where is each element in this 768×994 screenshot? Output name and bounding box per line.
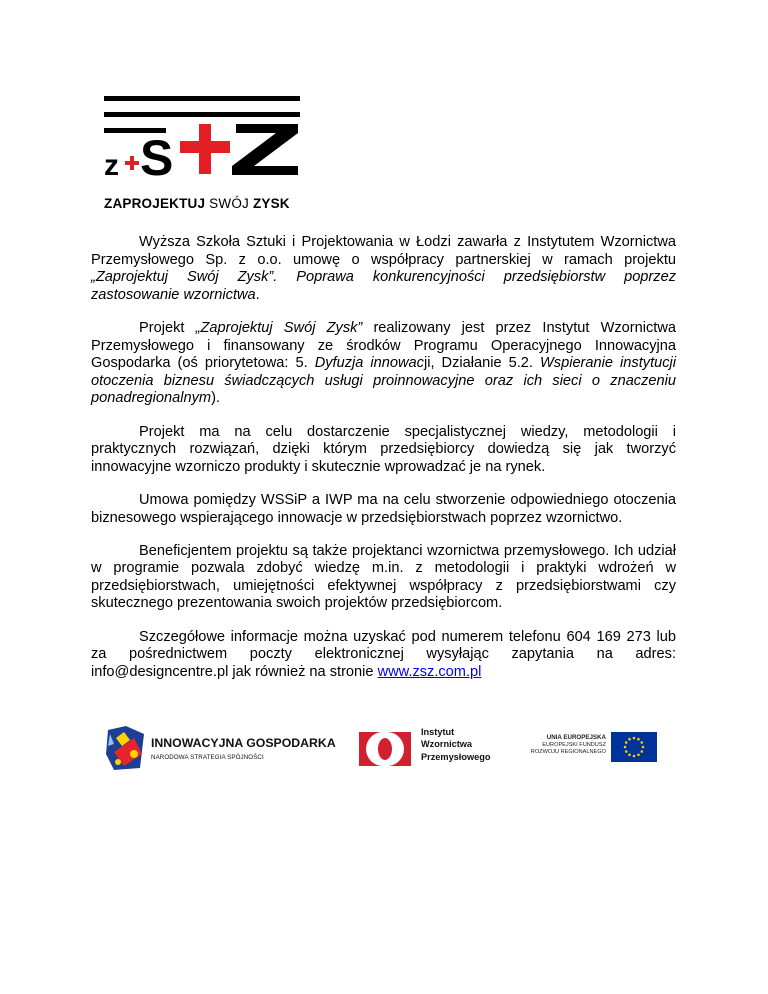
paragraph-6: [91, 629, 676, 682]
logo-top-bar: [104, 96, 300, 101]
iwp-line-3: Przemysłowego: [421, 751, 491, 762]
eu-star-icon: [624, 746, 627, 749]
iwp-line-2: Wzornictwa: [421, 739, 473, 750]
paragraph-3: Projekt ma na celu dostarczenie specjalistycznej wiedzy, metodologii i praktycznych rozwiązań, dzięki którym przedsiębiorcy dowiedzą się jak tworzyć innowacyjne wzorniczo produkty i skutecznie wprowadzać je na rynek.: [91, 423, 676, 475]
eu-star-icon: [633, 737, 636, 740]
eu-star-icon: [637, 753, 640, 756]
eu-star-icon: [625, 750, 628, 753]
eu-star-icon: [637, 738, 640, 741]
website-link[interactable]: www.zsz.com.pl: [377, 663, 482, 680]
eu-star-icon: [628, 738, 631, 741]
p2-end: ).: [211, 390, 220, 407]
logo-small-plus-v: [130, 156, 134, 170]
paragraph-5: Beneficjentem projektu są także projektanci wzornictwa przemysłowego. Ich udział w programie pozwala zdobyć wiedzę m.in. z metodologii i praktyki wdrożeń w przedsiębiorstwach, umiejętności efektywnej współpracy z przedsiębiorstwami czy skutecznego prezentowania swoich projektów przedsiębiorcom.: [91, 542, 676, 612]
paragraph-2: [91, 320, 676, 408]
p6-text: Szczegółowe informacje można uzyskać pod numerem telefonu 604 169 273 lub za pośrednictwem poczty elektronicznej wysyłając zapytania na adres: info@designcentre.pl jak również na stronie: [91, 628, 676, 680]
logo-mark: [104, 124, 300, 184]
innowacyjna-gospodarka-logo: [104, 722, 344, 777]
logo-tagline: [104, 196, 290, 211]
logo-second-bar: [104, 112, 300, 117]
p2-italic-action: Wspieranie instytucji otoczenia biznesu świadczących usługi proinnowacyjne oraz ich sieci o znaczeniu ponadregionalnym: [91, 355, 677, 407]
footer-logos: [104, 722, 664, 777]
eu-star-icon: [633, 755, 636, 758]
zsz-logo: [104, 96, 300, 216]
logo-big-plus-v: [199, 124, 211, 174]
iwp-emblem-icon: [359, 732, 411, 766]
eu-star-icon: [640, 750, 643, 753]
logo-letter-z-small: z: [104, 149, 119, 182]
paragraph-1: [91, 234, 676, 304]
eu-star-icon: [625, 741, 628, 744]
ig-emblem-icon: [104, 724, 148, 774]
eu-star-icon: [628, 753, 631, 756]
logo-letter-z-big: [232, 124, 298, 175]
eu-logo: [522, 730, 657, 770]
ig-title: INNOWACYJNA GOSPODARKA: [151, 736, 336, 750]
ig-subtitle: NARODOWA STRATEGIA SPÓJNOŚCI: [151, 754, 264, 761]
tagline-zysk: ZYSK: [252, 196, 290, 211]
p2-italic-axis: Dyfuzja innowac: [314, 355, 424, 372]
p1-italic: „Zaprojektuj Swój Zysk”. Poprawa konkurencyjności przedsiębiorstw poprzez zastosowanie wzornictwa: [91, 269, 676, 303]
eu-flag-icon: [611, 732, 657, 762]
iwp-logo: [359, 726, 509, 774]
eu-line-1: UNIA EUROPEJSKA: [546, 734, 606, 741]
p1-end: .: [255, 286, 260, 303]
p2-text-c: realizowany jest przez Instytut Wzornictwa Przemysłowego i finansowany ze środków Programu Operacyjnego Innowacyjna Gospodarka (oś priorytetowa: 5.: [91, 319, 677, 372]
p1-text: Wyższa Szkoła Sztuki i Projektowania w Łodzi zawarła z Instytutem Wzornictwa Przemysłowego Sp. z o.o. umowę o współpracy partnerskiej w ramach projektu: [91, 234, 676, 268]
p2-italic-title: „Zaprojektuj Swój Zysk”: [195, 319, 363, 336]
tagline-swoj: SWÓJ: [209, 196, 249, 211]
tagline-zaprojektuj: ZAPROJEKTUJ: [104, 196, 206, 211]
eu-line-3: ROZWOJU REGIONALNEGO: [530, 749, 606, 756]
eu-line-2: EUROPEJSKI FUNDUSZ: [542, 741, 606, 748]
eu-text: [522, 734, 606, 757]
paragraph-4: Umowa pomiędzy WSSiP a IWP ma na celu stworzenie odpowiedniego otoczenia biznesowego wspierającego innowacje w przedsiębiorstwach poprzez wzornictwo.: [91, 491, 676, 526]
document-body: [91, 234, 676, 697]
iwp-line-1: Instytut: [421, 727, 455, 737]
eu-star-icon: [642, 746, 645, 749]
logo-letter-s: S: [140, 130, 174, 184]
p2-text-a: Projekt: [139, 319, 196, 336]
eu-star-icon: [640, 741, 643, 744]
p2-text-e: ji, Działanie 5.2.: [423, 355, 541, 372]
iwp-text: [421, 726, 490, 763]
